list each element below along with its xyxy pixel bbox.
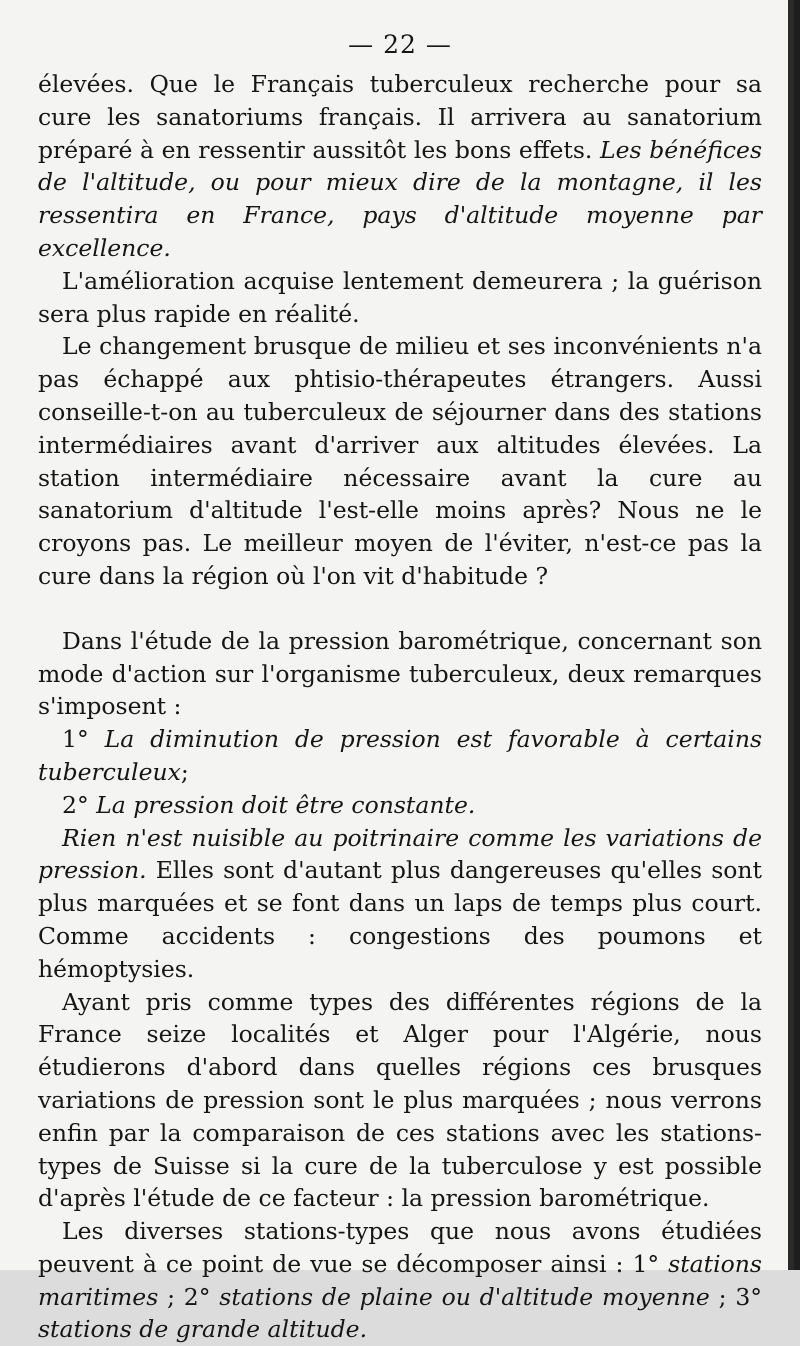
paragraph-8 xyxy=(38,986,762,1216)
text-run: 2° xyxy=(62,790,97,819)
body-text xyxy=(38,68,762,1346)
page-edge xyxy=(794,0,800,1270)
paragraph-4 xyxy=(38,625,762,723)
text-run: Elles sont d'autant plus dangereuses qu'elles sont plus marquées et se font dans un laps de temps plus court. Comme accidents : congestions des poumons et hémoptysies. xyxy=(38,856,762,983)
text-run: L'amélioration acquise lentement demeurera ; la guérison sera plus rapide en réalité. xyxy=(38,266,762,328)
paragraph-7 xyxy=(38,822,762,986)
page-number: — 22 — xyxy=(348,30,452,59)
paragraph-1 xyxy=(38,68,762,265)
italic-run: La pression doit être constante. xyxy=(96,790,476,819)
text-run: élevées. Que le Français tuberculeux recherche pour sa cure les sanatoriums français. Il arrivera au sanatorium préparé à en ressentir aussitôt les bons effets. xyxy=(38,70,762,164)
italic-run: Les bénéfices de l'altitude, ou pour mieux dire de la montagne, il les ressentira en France, pays d'altitude moyenne par excellence. xyxy=(38,135,762,262)
paragraph-3 xyxy=(38,330,762,592)
italic-run: stations de plaine ou d'altitude moyenne xyxy=(219,1282,710,1311)
text-run: Ayant pris comme types des différentes régions de la France seize localités et Alger pour l'Algérie, nous étudierons d'abord dans quelles régions ces brusques variations de pression sont le plus marquées ; nous verrons enfin par la comparaison de ces stations avec les stations-types de Suisse si la cure de la tuberculose y est possible d'après l'étude de ce facteur : la pression barométrique. xyxy=(38,987,762,1213)
text-run: ; 2° xyxy=(158,1282,220,1311)
paragraph-5 xyxy=(38,723,762,789)
text-run: Le changement brusque de milieu et ses inconvénients n'a pas échappé aux phtisio-thérapeutes étrangers. Aussi conseille-t-on au tuberculeux de séjourner dans des stations intermédiaires avant d'arriver aux altitudes élevées. La station intermédiaire nécessaire avant la cure au sanatorium d'altitude l'est-elle moins après? Nous ne le croyons pas. Le meilleur moyen de l'éviter, n'est-ce pas la cure dans la région où l'on vit d'habitude ? xyxy=(38,332,762,590)
paragraph-9 xyxy=(38,1215,762,1346)
paragraph-2 xyxy=(38,265,762,331)
text-run: ; 3° xyxy=(709,1282,763,1311)
italic-run: stations maritimes xyxy=(38,1249,762,1311)
italic-run: Rien n'est nuisible au poitrinaire comme les variations de pression. xyxy=(38,823,762,885)
text-run: 1° xyxy=(62,725,105,754)
paragraph-6 xyxy=(38,789,762,822)
text-run: Dans l'étude de la pression barométrique, concernant son mode d'action sur l'organisme tuberculeux, deux remarques s'imposent : xyxy=(38,626,762,721)
text-run: ; xyxy=(180,757,189,786)
italic-run: stations de grande altitude. xyxy=(38,1315,368,1344)
italic-run: La diminution de pression est favorable à certains tuberculeux xyxy=(38,725,763,786)
text-run: Les diverses stations-types que nous avons étudiées peuvent à ce point de vue se décomposer ainsi : 1° xyxy=(38,1217,762,1278)
